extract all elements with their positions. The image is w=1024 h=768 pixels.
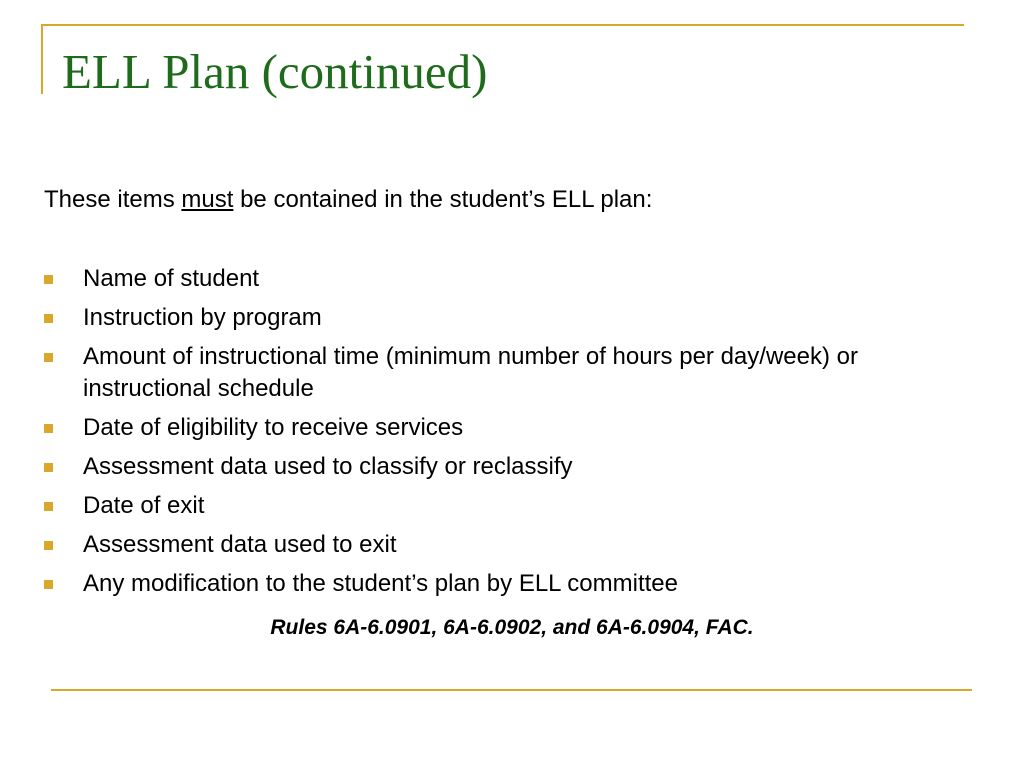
required-items-list xyxy=(44,263,944,607)
top-rule xyxy=(41,24,964,26)
list-item xyxy=(44,451,944,483)
list-item xyxy=(44,263,944,295)
rules-citation: Rules 6A-6.0901, 6A-6.0902, and 6A-6.0904, FAC. xyxy=(270,616,754,639)
square-bullet-icon xyxy=(44,502,53,511)
list-item-text: Any modification to the student’s plan by ELL committee xyxy=(83,570,678,597)
intro-emphasis: must xyxy=(181,186,234,213)
square-bullet-icon xyxy=(44,541,53,550)
intro-text-before: These items xyxy=(44,186,182,213)
list-item xyxy=(44,302,944,334)
intro-sentence xyxy=(44,184,652,216)
list-item xyxy=(44,412,944,444)
list-item-text: Instruction by program xyxy=(83,304,322,331)
square-bullet-icon xyxy=(44,275,53,284)
list-item-text: Assessment data used to classify or reclassify xyxy=(83,453,573,480)
list-item-text: Name of student xyxy=(83,265,260,292)
list-item-text: Date of exit xyxy=(83,492,205,519)
list-item xyxy=(44,490,944,522)
bottom-rule xyxy=(51,689,972,691)
list-item-text: Amount of instructional time (minimum number of hours per day/week) or instructional schedule xyxy=(83,343,858,402)
list-item-text: Date of eligibility to receive services xyxy=(83,414,464,441)
square-bullet-icon xyxy=(44,314,53,323)
square-bullet-icon xyxy=(44,463,53,472)
left-rule xyxy=(41,24,43,94)
square-bullet-icon xyxy=(44,424,53,433)
list-item xyxy=(44,529,944,561)
slide-title: ELL Plan (continued) xyxy=(62,44,488,99)
list-item xyxy=(44,341,944,405)
intro-text-after: be contained in the student’s ELL plan: xyxy=(233,186,653,213)
list-item xyxy=(44,568,944,600)
square-bullet-icon xyxy=(44,580,53,589)
square-bullet-icon xyxy=(44,353,53,362)
list-item-text: Assessment data used to exit xyxy=(83,531,397,558)
